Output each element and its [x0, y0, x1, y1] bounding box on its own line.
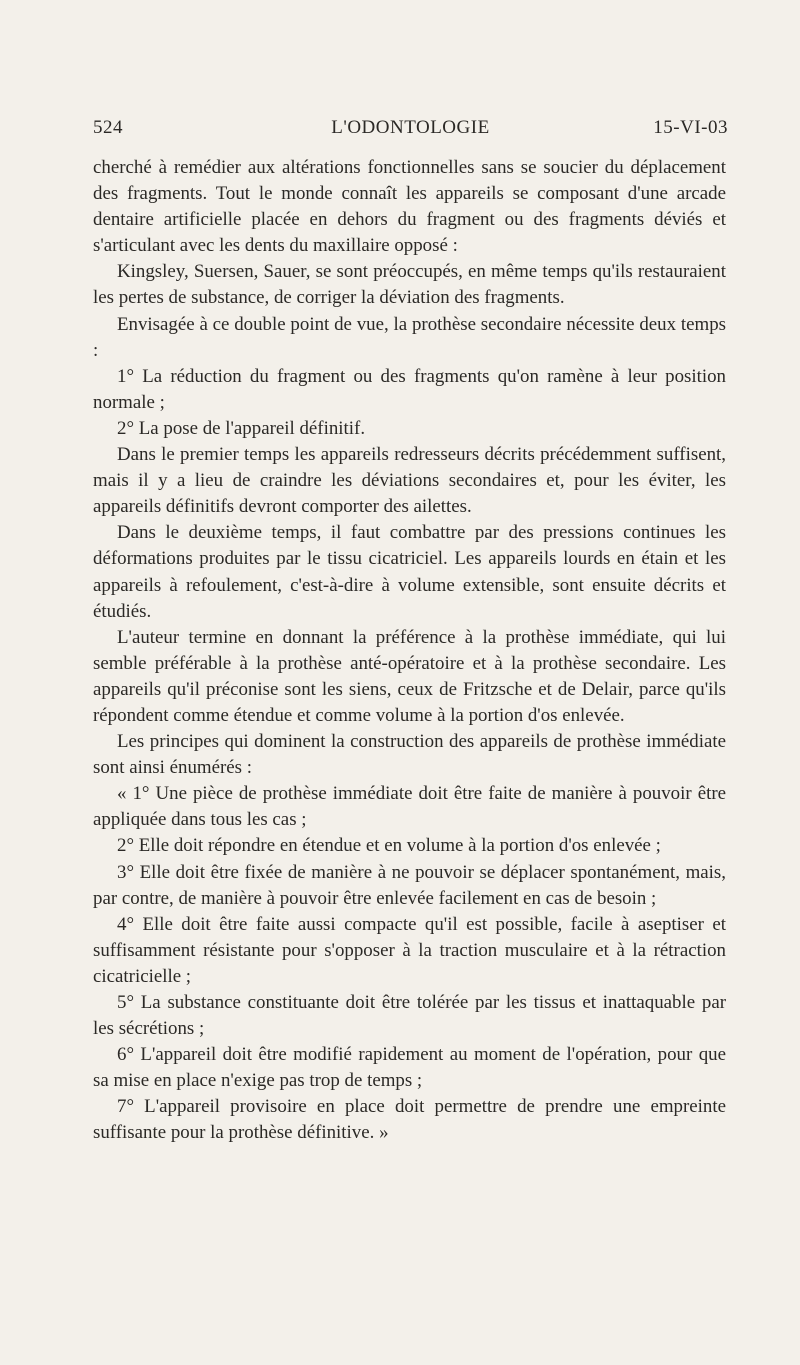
journal-title: L'ODONTOLOGIE [331, 117, 490, 138]
paragraph: Kingsley, Suersen, Sauer, se sont préoccupés, en même temps qu'ils restauraient les pertes de substance, de corriger la déviation des fragments. [93, 261, 726, 309]
body-text [93, 155, 726, 1147]
paragraph: 2° Elle doit répondre en étendue et en volume à la portion d'os enlevée ; [117, 835, 661, 857]
paragraph: Envisagée à ce double point de vue, la prothèse secondaire nécessite deux temps : [93, 313, 726, 361]
paragraph: Dans le deuxième temps, il faut combattre par des pressions continues les déformations produites par le tissu cicatriciel. Les appareils lourds en étain et les appareils à refoulement, c'est-à-dire à volume extensible, sont ensuite décrits et étudiés. [93, 522, 726, 622]
paragraph: « 1° Une pièce de prothèse immédiate doit être faite de manière à pouvoir être appliquée dans tous les cas ; [93, 783, 726, 831]
paragraph: 3° Elle doit être fixée de manière à ne pouvoir se déplacer spontanément, mais, par contre, de manière à pouvoir être enlevée facilement en cas de besoin ; [93, 861, 726, 909]
paragraph: 6° L'appareil doit être modifié rapidement au moment de l'opération, pour que sa mise en place n'exige pas trop de temps ; [93, 1044, 726, 1092]
page-number: 524 [93, 117, 123, 138]
paragraph: 1° La réduction du fragment ou des fragments qu'on ramène à leur position normale ; [93, 365, 726, 413]
paragraph: L'auteur termine en donnant la préférence à la prothèse immédiate, qui lui semble préférable à la prothèse anté-opératoire et à la prothèse secondaire. Les appareils qu'il préconise sont les siens, ceux de Fritzsche et de Delair, parce qu'ils répondent comme étendue et comme volume à la portion d'os enlevée. [93, 626, 726, 726]
running-header [93, 117, 728, 147]
paragraph: 7° L'appareil provisoire en place doit permettre de prendre une empreinte suffisante pour la prothèse définitive. » [93, 1096, 726, 1144]
paragraph: cherché à remédier aux altérations fonctionnelles sans se soucier du déplacement des fragments. Tout le monde connaît les appareils se composant d'une arcade dentaire artificielle placée en dehors du fragment ou des fragments déviés et s'articulant avec les dents du maxillaire opposé : [93, 157, 726, 257]
issue-date: 15-VI-03 [653, 117, 728, 138]
paragraph: 2° La pose de l'appareil définitif. [117, 417, 366, 439]
paragraph: Les principes qui dominent la construction des appareils de prothèse immédiate sont ainsi énumérés : [93, 731, 726, 779]
paragraph: 5° La substance constituante doit être tolérée par les tissus et inattaquable par les sécrétions ; [93, 992, 726, 1040]
paragraph: 4° Elle doit être faite aussi compacte qu'il est possible, facile à aseptiser et suffisamment résistante pour s'opposer à la traction musculaire et à la rétraction cicatricielle ; [93, 913, 726, 987]
paragraph: Dans le premier temps les appareils redresseurs décrits précédemment suffisent, mais il y a lieu de craindre les déviations secondaires et, pour les éviter, les appareils définitifs devront comporter des ailettes. [93, 444, 726, 518]
